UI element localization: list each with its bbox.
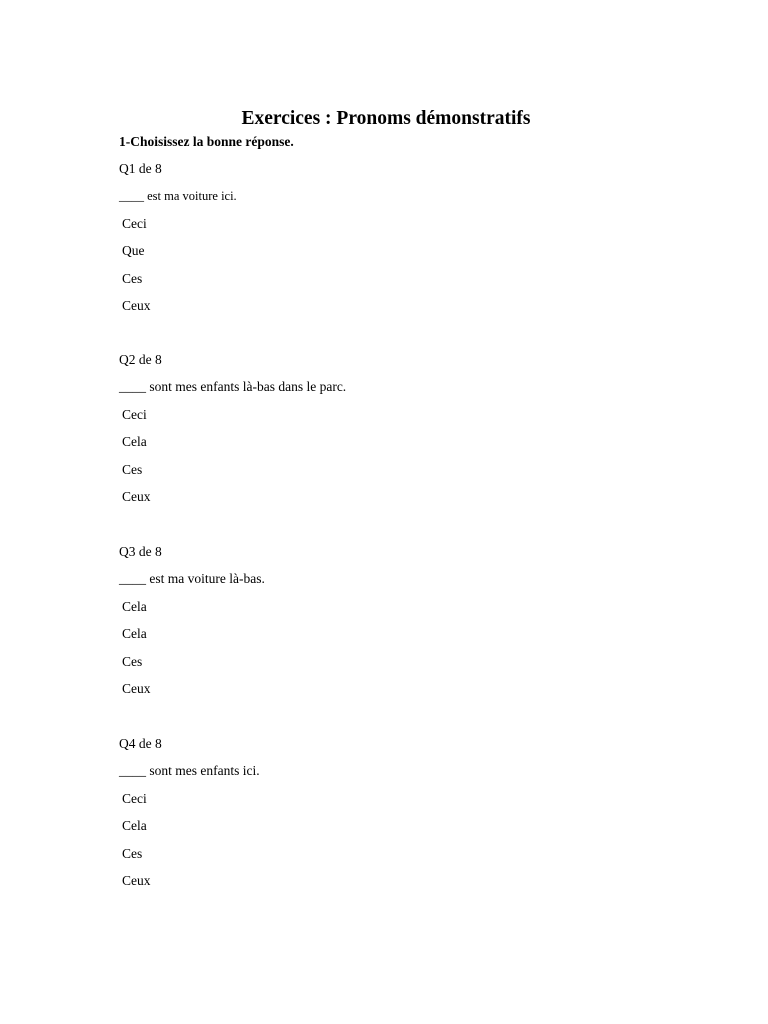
question-prompt: ____ sont mes enfants ici.: [119, 763, 260, 778]
question-label: Q4 de 8: [119, 736, 162, 751]
answer-options: [122, 406, 151, 515]
answer-option[interactable]: Ceux: [122, 872, 151, 888]
answer-option[interactable]: Cela: [122, 599, 147, 614]
question-label: Q2 de 8: [119, 352, 162, 367]
answer-option[interactable]: Ceci: [122, 407, 147, 422]
answer-options: [122, 215, 151, 324]
answer-option[interactable]: Ces: [122, 461, 143, 477]
answer-options: [122, 790, 151, 899]
answer-option[interactable]: Ceux: [122, 297, 151, 313]
answer-option[interactable]: Cela: [122, 434, 147, 450]
answer-option[interactable]: Ceci: [122, 216, 147, 231]
question-label: Q3 de 8: [119, 544, 162, 559]
answer-option[interactable]: Ceux: [122, 488, 151, 504]
answer-option[interactable]: Ces: [122, 653, 143, 669]
answer-option[interactable]: Cela: [122, 818, 147, 834]
answer-option[interactable]: Que: [122, 243, 145, 259]
question-prompt: ____ sont mes enfants là-bas dans le parc.: [119, 379, 347, 394]
question-prompt: ____ est ma voiture ici.: [119, 189, 237, 203]
answer-option[interactable]: Ces: [122, 270, 143, 286]
page-title: Exercices : Pronoms démonstratifs: [241, 108, 531, 129]
answer-option[interactable]: Ces: [122, 845, 143, 861]
answer-option[interactable]: Ceci: [122, 791, 147, 806]
answer-option[interactable]: Cela: [122, 626, 147, 642]
answer-option[interactable]: Ceux: [122, 680, 151, 696]
exercise-instruction: 1-Choisissez la bonne réponse.: [119, 134, 294, 149]
question-prompt: ____ est ma voiture là-bas.: [119, 571, 265, 586]
question-label: Q1 de 8: [119, 161, 162, 176]
answer-options: [122, 598, 151, 707]
